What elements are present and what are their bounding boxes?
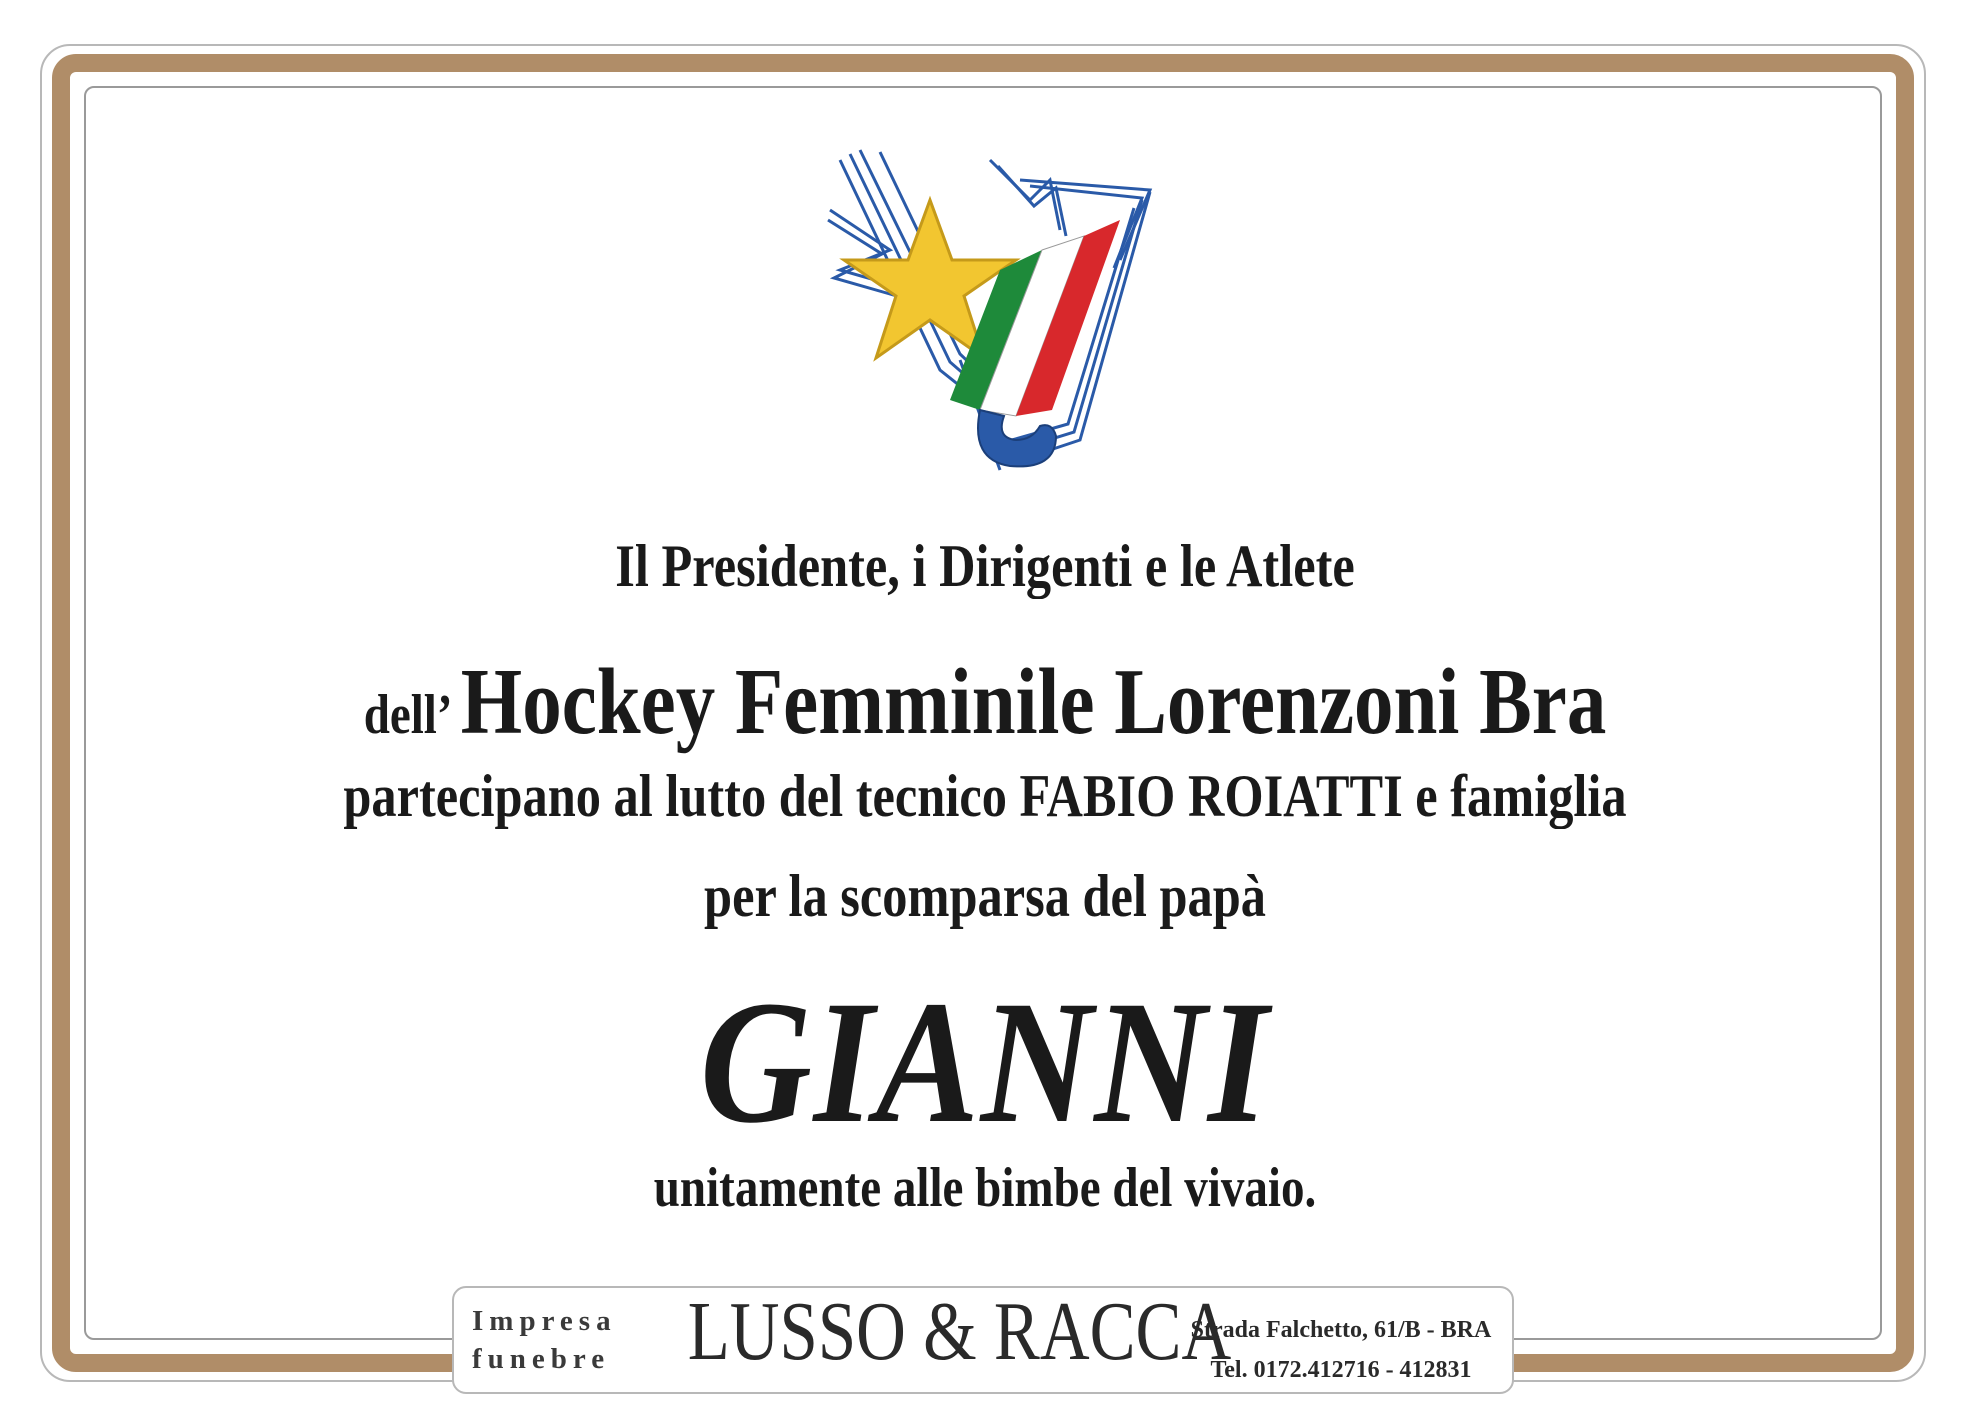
funebre-line: funebre — [472, 1343, 611, 1375]
club-prefix: dell’ — [363, 684, 450, 746]
deceased-name: GIANNI — [700, 965, 1270, 1160]
notice-line-club — [158, 648, 1813, 756]
star-hockey-stick-logo-icon — [820, 140, 1180, 500]
funeral-home-phone: Tel. 0172.412716 - 412831 — [1210, 1357, 1472, 1383]
funeral-home-brand: LUSSO & RACCA — [687, 1285, 1232, 1378]
funeral-home-contact — [1186, 1310, 1496, 1390]
impresa-funebre-label — [472, 1302, 622, 1378]
funeral-home-address: Strada Falchetto, 61/B - BRA — [1190, 1317, 1492, 1343]
impresa-line: Impresa — [472, 1305, 617, 1337]
notice-line-presidente: Il Presidente, i Dirigenti e le Atlete — [615, 533, 1355, 599]
notice-line-lutto: partecipano al lutto del tecnico FABIO ROIATTI e famiglia — [343, 763, 1627, 829]
notice-line-scomparsa: per la scomparsa del papà — [704, 863, 1266, 929]
notice-line-vivaio: unitamente alle bimbe del vivaio. — [653, 1157, 1317, 1219]
club-name: Hockey Femminile Lorenzoni Bra — [460, 650, 1607, 754]
